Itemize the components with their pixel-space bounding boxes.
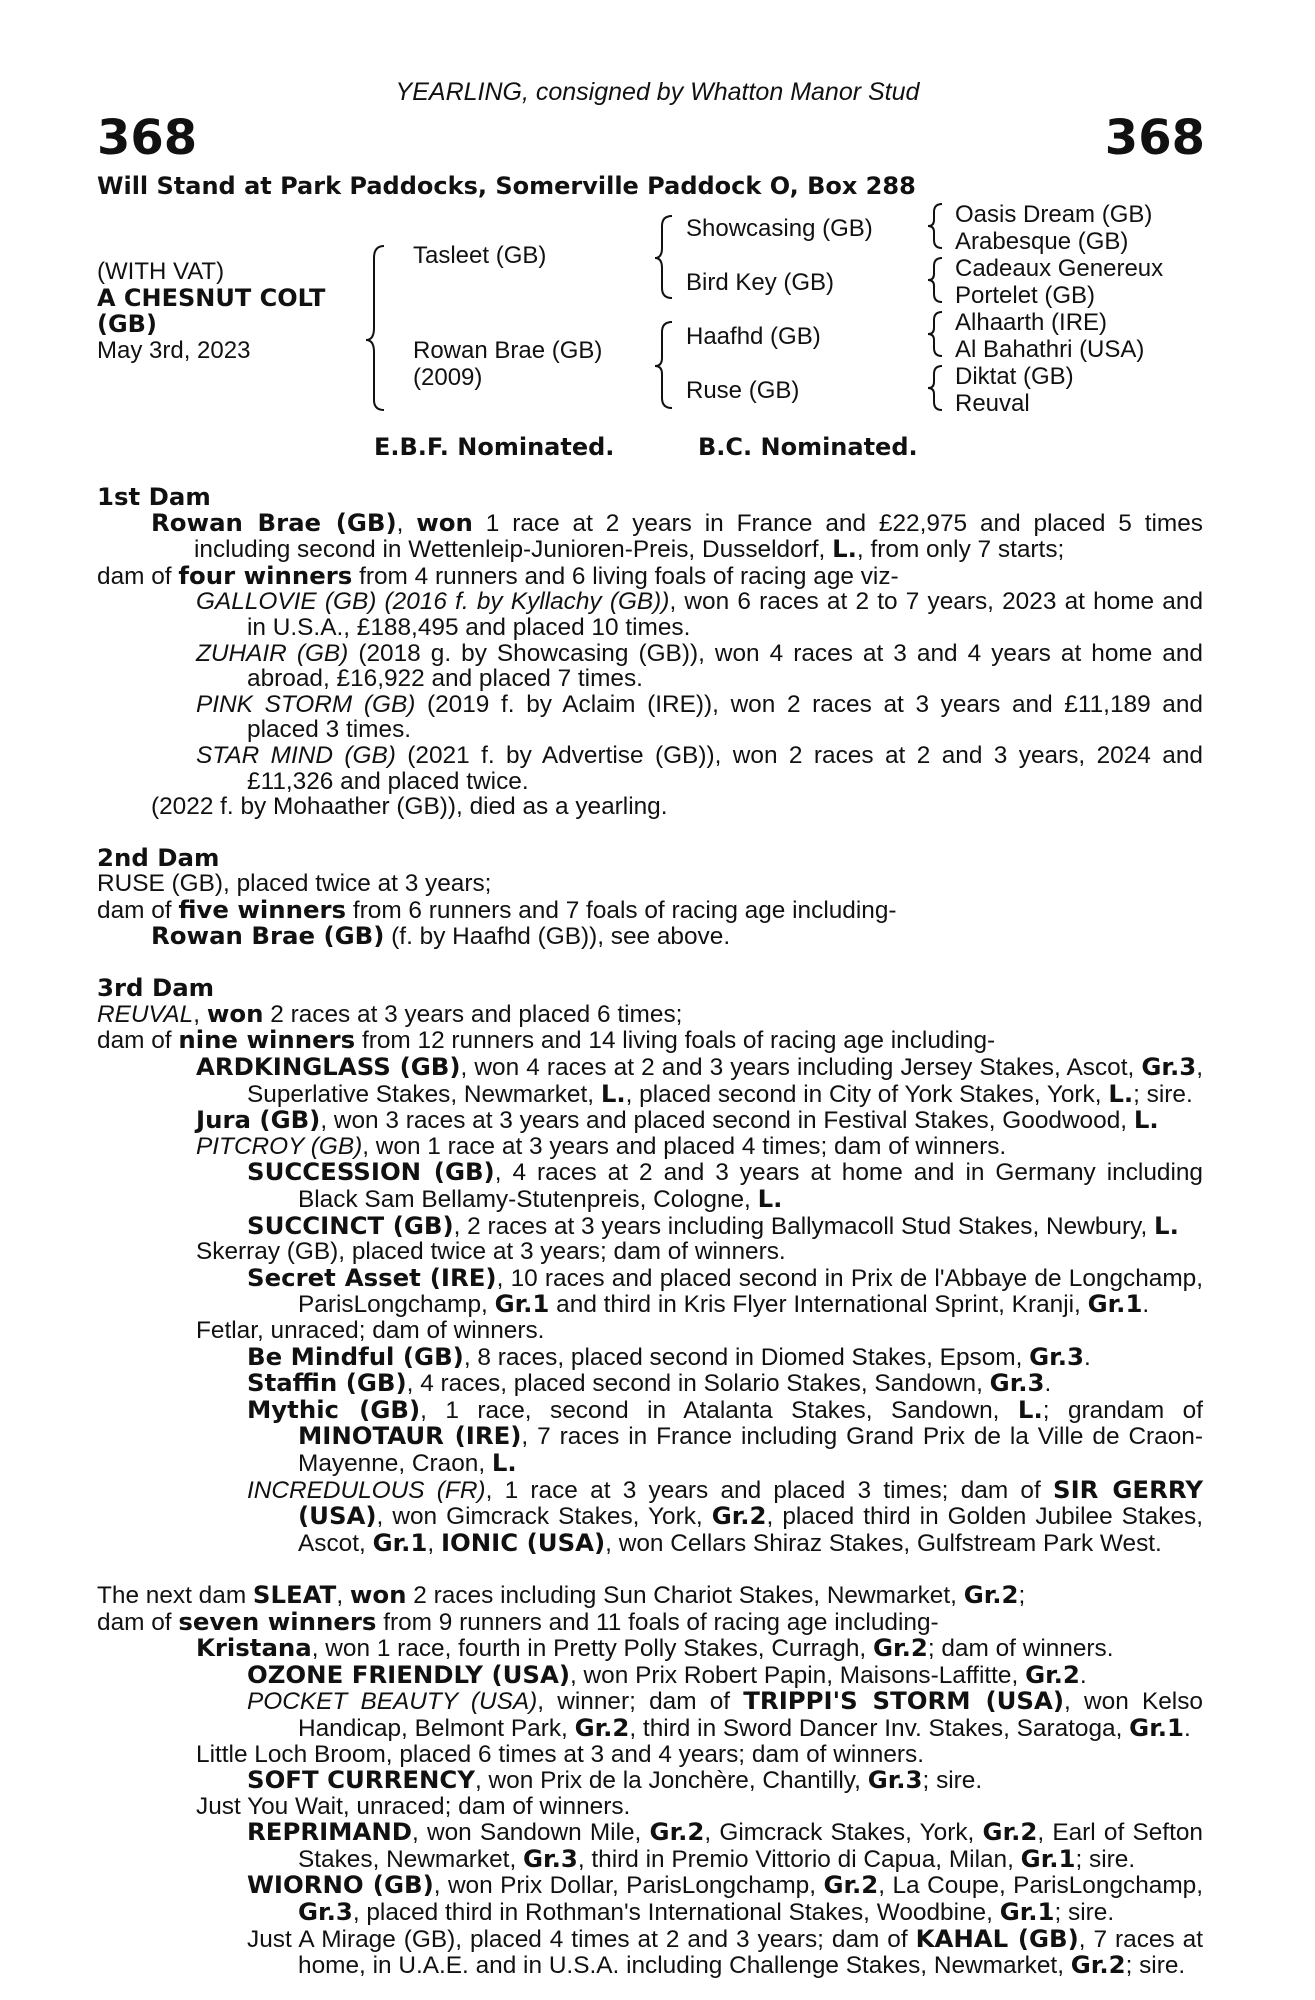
list-item: (2022 f. by Mohaather (GB)), died as a yearling.: [151, 793, 668, 821]
ebf-nominated: E.B.F. Nominated.: [374, 433, 615, 461]
list-item: Be Mindful (GB), 8 races, placed second in Diomed Stakes, Epsom, Gr.3.: [247, 1341, 1091, 1371]
list-item: Secret Asset (IRE), 10 races and placed second in Prix de l'Abbaye de Longchamp, ParisLongchamp, Gr.1 and third in Kris Flyer International Sprint, Kranji, Gr.1.: [247, 1262, 1203, 1319]
list-item: REPRIMAND, won Sandown Mile, Gr.2, Gimcrack Stakes, York, Gr.2, Earl of Sefton Stakes, Newmarket, Gr.3, third in Premio Vittorio di Capua, Milan, Gr.1; sire.: [247, 1817, 1203, 1873]
second-dam-heading: 2nd Dam: [97, 843, 220, 873]
list-item: Just You Wait, unraced; dam of winners.: [196, 1792, 631, 1820]
dam-dam: Ruse (GB): [686, 377, 800, 404]
dam-name: Rowan Brae (GB): [413, 337, 603, 364]
granddam-8: Reuval: [955, 390, 1030, 417]
first-dam-record: Rowan Brae (GB), won 1 race at 2 years in France and £22,975 and placed 5 times including second in Wettenleip-Junioren-Preis, Dusseldorf, L., from only 7 starts;: [151, 507, 1203, 564]
list-item: Fetlar, unraced; dam of winners.: [196, 1317, 545, 1344]
list-item: Little Loch Broom, placed 6 times at 3 and 4 years; dam of winners.: [196, 1740, 925, 1768]
grandsire-7: Diktat (GB): [955, 363, 1074, 390]
list-item: PITCROY (GB), won 1 race at 3 years and placed 4 times; dam of winners.: [196, 1132, 1007, 1160]
lot-title-suffix: (GB): [97, 310, 157, 338]
list-item: SUCCINCT (GB), 2 races at 3 years including Ballymacoll Stud Stakes, Newbury, L.: [247, 1210, 1179, 1240]
consignment-line: YEARLING, consigned by Whatton Manor Stud: [395, 78, 920, 106]
lot-number-left: 368: [97, 110, 198, 166]
brace-sire: [655, 216, 672, 298]
list-item: POCKET BEAUTY (USA), winner; dam of TRIPPI'S STORM (USA), won Kelso Handicap, Belmont Park, Gr.2, third in Sword Dancer Inv. Stakes, Saratoga, Gr.1.: [247, 1686, 1203, 1742]
list-item: PINK STORM (GB) (2019 f. by Aclaim (IRE)), won 2 races at 3 years and £11,189 and placed 3 times.: [196, 690, 1203, 744]
list-item: Staffin (GB), 4 races, placed second in Solario Stakes, Sandown, Gr.3.: [247, 1368, 1052, 1398]
next-dam-record: The next dam SLEAT, won 2 races including Sun Chariot Stakes, Newmarket, Gr.2;: [97, 1579, 1026, 1609]
list-item: Just A Mirage (GB), placed 4 times at 2 and 3 years; dam of KAHAL (GB), 7 races at home, in U.A.E. and in U.S.A. including Challenge Stakes, Newmarket, Gr.2; sire.: [247, 1923, 1203, 1980]
sire-sire: Showcasing (GB): [686, 215, 873, 242]
bc-nominated: B.C. Nominated.: [698, 433, 918, 461]
list-item: ZUHAIR (GB) (2018 g. by Showcasing (GB)), won 4 races at 3 and 4 years at home and abroad, £16,922 and placed 7 times.: [196, 639, 1203, 693]
lot-title: A CHESNUT COLT: [97, 284, 326, 312]
list-item: Mythic (GB), 1 race, second in Atalanta Stakes, Sandown, L.; grandam of MINOTAUR (IRE), 7 races in France including Grand Prix de la Ville de Craon-Mayenne, Craon, L.: [247, 1394, 1204, 1477]
third-dam-record: REUVAL, won 2 races at 3 years and placed 6 times;: [97, 998, 683, 1028]
list-item: WIORNO (GB), won Prix Dollar, ParisLongchamp, Gr.2, La Coupe, ParisLongchamp, Gr.3, placed third in Rothman's International Stakes, Woodbine, Gr.1; sire.: [247, 1870, 1203, 1927]
grandsire-3: Cadeaux Genereux: [955, 255, 1164, 282]
list-item: SUCCESSION (GB), 4 races at 2 and 3 years at home and in Germany including Black Sam Bellamy-Stutenpreis, Cologne, L.: [247, 1157, 1204, 1214]
list-item: GALLOVIE (GB) (2016 f. by Kyllachy (GB)), won 6 races at 2 to 7 years, 2023 at home and in U.S.A., £188,495 and placed 10 times.: [196, 588, 1204, 641]
list-item: ARDKINGLASS (GB), won 4 races at 2 and 3 years including Jersey Stakes, Ascot, Gr.3, Superlative Stakes, Newmarket, L., placed second in City of York Stakes, York, L.; sire.: [196, 1052, 1203, 1108]
brace-dam: [655, 322, 672, 408]
first-dam-heading: 1st Dam: [97, 482, 211, 511]
first-dam-produce-summary: dam of four winners from 4 runners and 6 living foals of racing age viz-: [97, 560, 899, 590]
list-item: Jura (GB), won 3 races at 3 years and placed second in Festival Stakes, Goodwood, L.: [196, 1105, 1159, 1135]
stand-location: Will Stand at Park Paddocks, Somerville Paddock O, Box 288: [97, 172, 916, 200]
second-dam-record: RUSE (GB), placed twice at 3 years;: [97, 869, 492, 897]
catalogue-body: [97, 484, 1203, 1979]
list-item: STAR MIND (GB) (2021 f. by Advertise (GB)), won 2 races at 2 and 3 years, 2024 and £11,326 and placed twice.: [196, 741, 1203, 795]
third-dam-produce-summary: dam of nine winners from 12 runners and 14 living foals of racing age including-: [97, 1025, 996, 1055]
second-dam-produce-summary: dam of five winners from 6 runners and 7 foals of racing age including-: [97, 894, 897, 924]
list-item: INCREDULOUS (FR), 1 race at 3 years and placed 3 times; dam of SIR GERRY (USA), won Gimcrack Stakes, York, Gr.2, placed third in Golden Jubilee Stakes, Ascot, Gr.1, IONIC (USA), won Cellars Shiraz Stakes, Gulfstream Park West.: [247, 1474, 1203, 1557]
lot-number-right: 368: [1104, 110, 1205, 166]
list-item: OZONE FRIENDLY (USA), won Prix Robert Papin, Maisons-Laffitte, Gr.2.: [247, 1659, 1087, 1689]
granddam-2: Arabesque (GB): [955, 228, 1129, 255]
sire-dam: Bird Key (GB): [686, 269, 835, 296]
granddam-4: Portelet (GB): [955, 282, 1096, 309]
sire-name: Tasleet (GB): [413, 242, 547, 269]
dam-sire: Haafhd (GB): [686, 323, 821, 350]
dam-year: (2009): [413, 364, 483, 391]
foaling-date: May 3rd, 2023: [97, 337, 251, 364]
grandsire-5: Alhaarth (IRE): [955, 309, 1108, 336]
grandsire-1: Oasis Dream (GB): [955, 201, 1153, 228]
third-dam-heading: 3rd Dam: [97, 973, 215, 1003]
granddam-6: Al Bahathri (USA): [955, 336, 1145, 363]
vat-note: (WITH VAT): [97, 258, 225, 285]
list-item: SOFT CURRENCY, won Prix de la Jonchère, Chantilly, Gr.3; sire.: [247, 1765, 983, 1795]
list-item: Rowan Brae (GB) (f. by Haafhd (GB)), see above.: [151, 921, 731, 951]
list-item: Skerray (GB), placed twice at 3 years; dam of winners.: [196, 1238, 786, 1266]
list-item: Kristana, won 1 race, fourth in Pretty Polly Stakes, Curragh, Gr.2; dam of winners.: [196, 1633, 1114, 1663]
brace-main: [366, 246, 384, 410]
next-dam-produce-summary: dam of seven winners from 9 runners and 11 foals of racing age including-: [97, 1606, 939, 1636]
